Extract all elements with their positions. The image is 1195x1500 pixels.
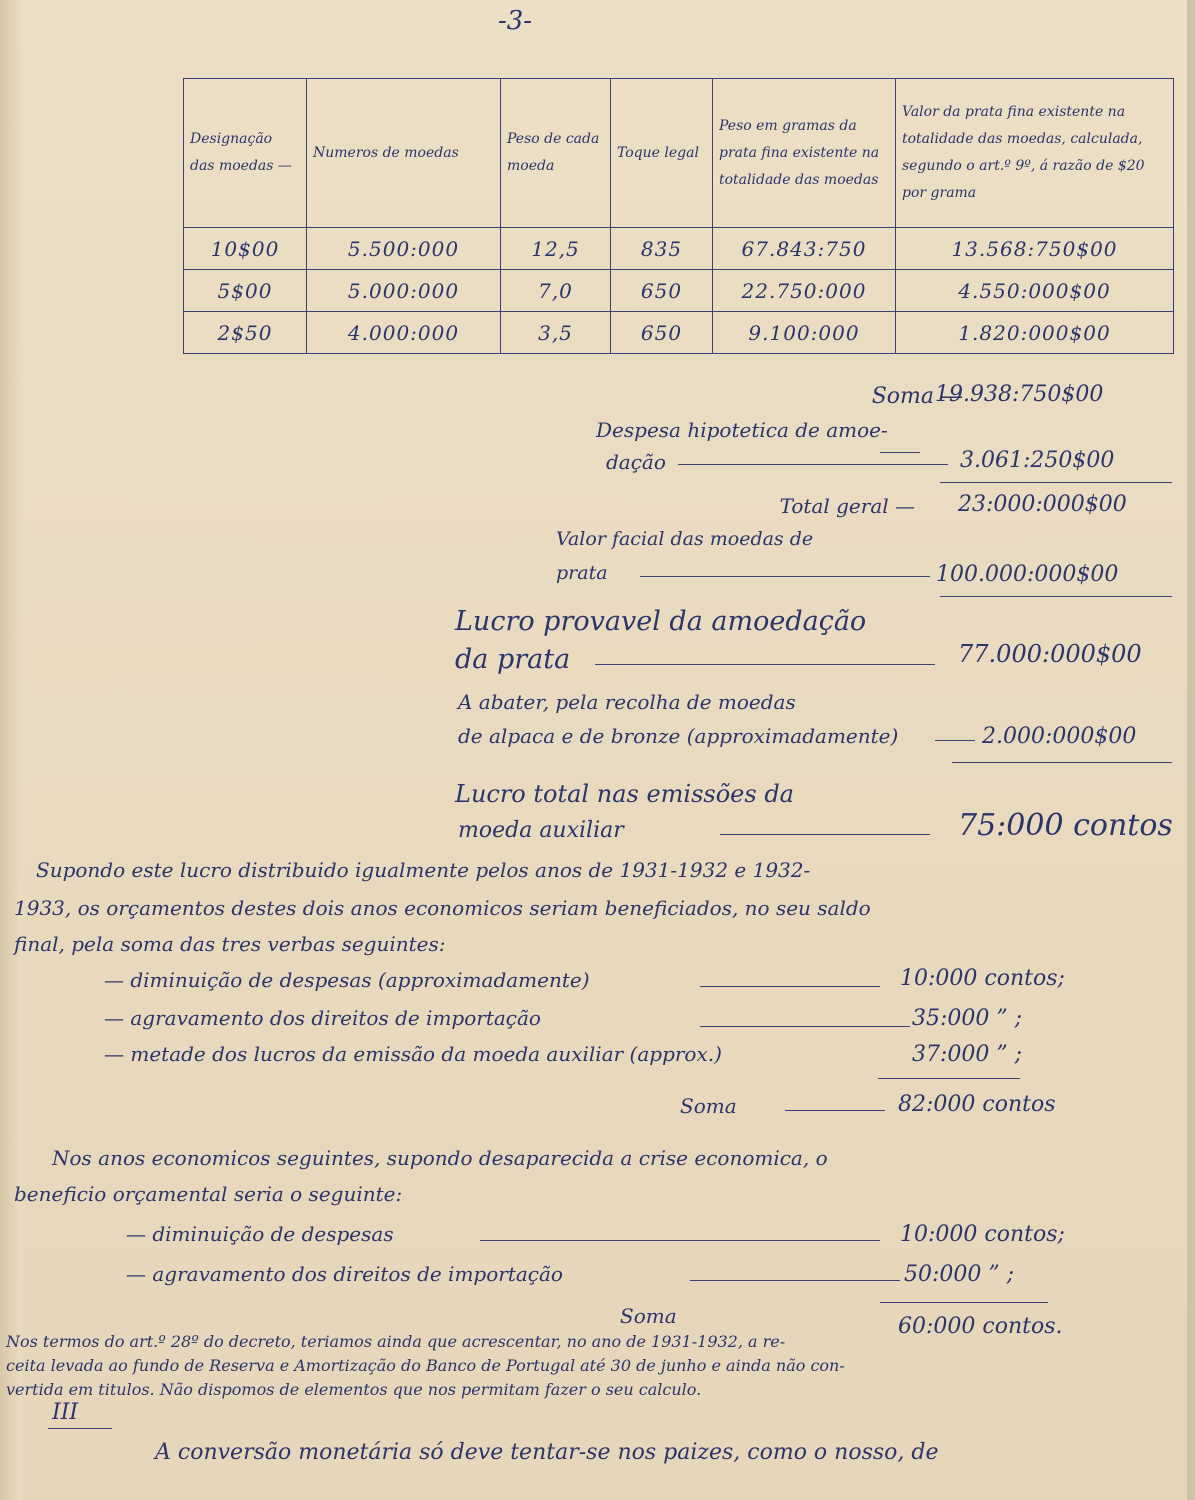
header-valor-prata: Valor da prata fina existente na totalidade das moedas, calculada, segundo o art.º 9º, á razão de $20 por grama (896, 79, 1174, 228)
list-item-label: — diminuição de despesas (approximadamente) (104, 968, 590, 992)
list-leader (480, 1240, 880, 1241)
table-cell: 1.820:000$00 (896, 312, 1174, 354)
note-line: vertida em titulos. Não dispomos de elementos que nos permitam fazer o seu calculo. (6, 1380, 702, 1399)
table-cell: 5$00 (184, 270, 307, 312)
lucro-label-2: da prata (455, 644, 571, 675)
despesa-underline (880, 452, 920, 453)
page-fold-shadow (0, 0, 22, 1500)
despesa-leader (678, 464, 948, 465)
soma2-label: Soma (620, 1304, 677, 1328)
lucro-value: 77.000:000$00 (958, 640, 1142, 668)
lucro-total-leader (720, 834, 930, 835)
header-peso-gramas: Peso em gramas da prata fina existente na totalidade das moedas (713, 79, 896, 228)
section-underline (48, 1428, 112, 1429)
table-row (184, 270, 1174, 312)
last-line: A conversão monetária só deve tentar-se nos paizes, como o nosso, de (155, 1440, 939, 1465)
table-cell: 12,5 (501, 228, 611, 270)
table-cell: 4.550:000$00 (896, 270, 1174, 312)
list-item-value: 10:000 contos; (900, 966, 1065, 991)
paragraph-line: beneficio orçamental seria o seguinte: (14, 1182, 403, 1206)
table-cell: 67.843:750 (713, 228, 896, 270)
list-leader (700, 1026, 910, 1027)
table-cell: 835 (611, 228, 713, 270)
note-line: Nos termos do art.º 28º do decreto, teriamos ainda que acrescentar, no ano de 1931-1932, a re- (6, 1332, 786, 1351)
table-cell: 650 (611, 312, 713, 354)
paragraph-line: 1933, os orçamentos destes dois anos economicos seriam beneficiados, no seu saldo (14, 896, 871, 920)
table-cell: 3,5 (501, 312, 611, 354)
header-numeros: Numeros de moedas (307, 79, 501, 228)
table-cell: 7,0 (501, 270, 611, 312)
abater-label-2: de alpaca e de bronze (approximadamente) (458, 724, 899, 748)
facial-label-2: prata (556, 562, 608, 584)
total-label: Total geral — (779, 494, 915, 518)
list-item-value: 35:000 ” ; (912, 1006, 1023, 1031)
coin-table (183, 78, 1174, 354)
paragraph-line: final, pela soma das tres verbas seguintes: (14, 932, 446, 956)
header-toque: Toque legal (611, 79, 713, 228)
total-value: 23:000:000$00 (958, 492, 1127, 517)
note-line: ceita levada ao fundo de Reserva e Amortização do Banco de Portugal até 30 de junho e ainda não con- (6, 1356, 845, 1375)
lucro-label: Lucro provavel da amoedação (455, 606, 867, 637)
header-designacao: Designação das moedas — (184, 79, 307, 228)
lucro-leader (595, 664, 935, 665)
facial-leader (640, 576, 930, 577)
table-cell: 2$50 (184, 312, 307, 354)
table-header-row (184, 79, 1174, 228)
list-item-value: 37:000 ” ; (912, 1042, 1023, 1067)
table-cell: 5.000:000 (307, 270, 501, 312)
list-item-label: — agravamento dos direitos de importação (104, 1006, 541, 1030)
section-number: III (52, 1400, 79, 1425)
list-item-value: 10:000 contos; (900, 1222, 1065, 1247)
table-cell: 650 (611, 270, 713, 312)
page-number: -3- (497, 6, 533, 36)
lucro-total-value: 75:000 contos (958, 808, 1173, 843)
despesa-label: Despesa hipotetica de amoe- (596, 418, 888, 442)
table-cell: 4.000:000 (307, 312, 501, 354)
soma2-value: 60:000 contos. (898, 1314, 1063, 1339)
table-row (184, 228, 1174, 270)
lucro-total-label-2: moeda auxiliar (458, 818, 624, 843)
list-leader (700, 986, 880, 987)
list-item-label: — metade dos lucros da emissão da moeda auxiliar (approx.) (104, 1042, 722, 1066)
table-cell: 22.750:000 (713, 270, 896, 312)
page-edge (1187, 0, 1195, 1500)
facial-label: Valor facial das moedas de (556, 528, 814, 550)
table-cell: 10$00 (184, 228, 307, 270)
table-cell: 13.568:750$00 (896, 228, 1174, 270)
soma-rule (878, 1078, 1020, 1079)
subtotal-rule (940, 482, 1172, 483)
lucro-total-label: Lucro total nas emissões da (455, 780, 794, 808)
paragraph-line: Supondo este lucro distribuido igualmente pelos anos de 1931-1932 e 1932- (36, 858, 811, 882)
abater-leader (935, 740, 975, 741)
despesa-label-2: dação (606, 450, 666, 474)
table-cell: 5.500:000 (307, 228, 501, 270)
soma1-label: Soma (680, 1094, 737, 1118)
paragraph-line: Nos anos economicos seguintes, supondo desaparecida a crise economica, o (52, 1146, 828, 1170)
despesa-value: 3.061:250$00 (960, 448, 1115, 473)
abater-rule (952, 762, 1172, 763)
list-item-label: — diminuição de despesas (126, 1222, 394, 1246)
list-leader (690, 1280, 900, 1281)
list-item-value: 50:000 ” ; (904, 1262, 1015, 1287)
abater-label: A abater, pela recolha de moedas (458, 690, 796, 714)
header-peso: Peso de cada moeda (501, 79, 611, 228)
abater-value: 2.000:000$00 (982, 724, 1137, 749)
soma1-value: 82:000 contos (898, 1092, 1056, 1117)
table-cell: 9.100:000 (713, 312, 896, 354)
facial-rule (940, 596, 1172, 597)
facial-value: 100.000:000$00 (936, 562, 1119, 587)
soma-label: Soma — (871, 384, 963, 409)
soma-value: 19.938:750$00 (935, 382, 1104, 407)
table-row (184, 312, 1174, 354)
list-item-label: — agravamento dos direitos de importação (126, 1262, 563, 1286)
soma-rule (880, 1302, 1048, 1303)
soma1-leader (785, 1110, 885, 1111)
